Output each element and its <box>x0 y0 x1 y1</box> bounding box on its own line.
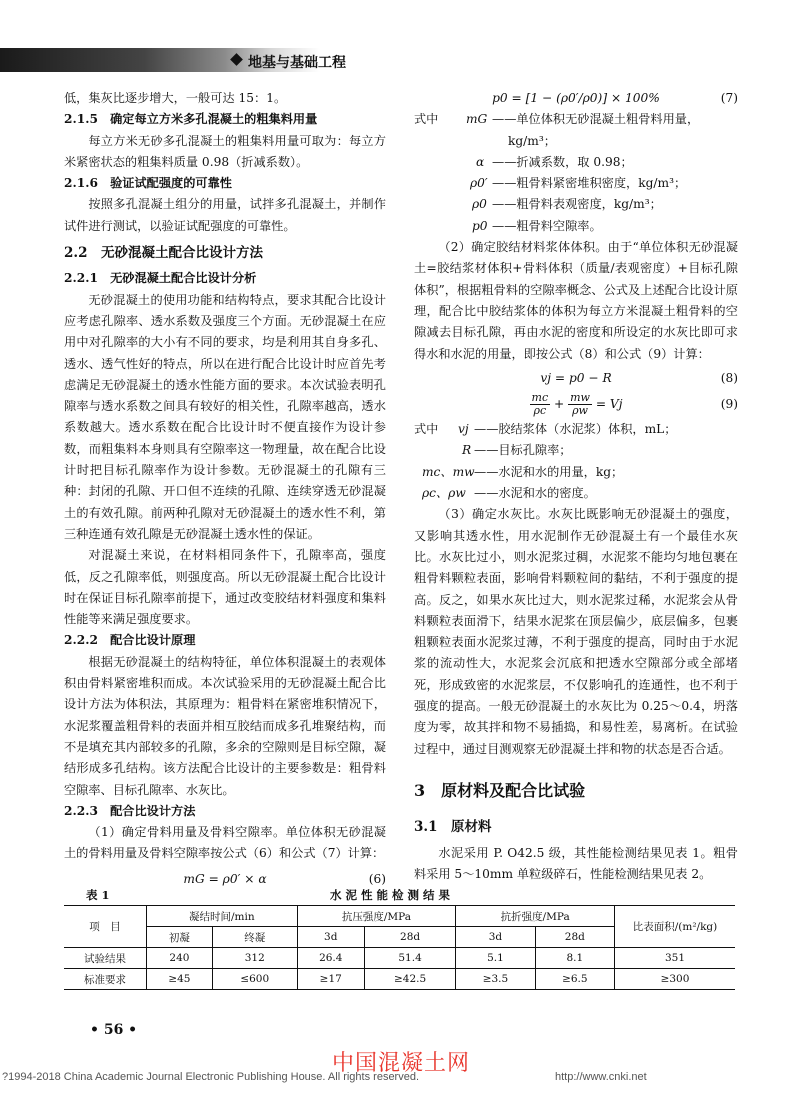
table-cell: 8.1 <box>535 948 614 969</box>
table-header-cell: 抗折强度/MPa <box>456 906 615 927</box>
table-cell: 试验结果 <box>64 948 147 969</box>
paragraph: 无砂混凝土的使用功能和结构特点，要求其配合比设计应考虑孔隙率、透水系数及强度三个方面。无砂混凝土在应用中对孔隙率的大小有不同的要求，均是利用其自身多孔、透水、透气性好的特点，所以在进行配合比设计时应首先考虑满足无砂混凝土的透水性能方面的要求。本次试验表明孔隙率与透水系数之间具有较好的相关性，孔隙率越高，透水系数越大。透水系数在配合比设计时不便直接作为设计参数，而粗集料本身则具有空隙率这一物理量，故在配合比设计时把目标孔隙率作为设计参数。无砂混凝土的孔隙有三种：封闭的孔隙、开口但不连续的孔隙、连续穿透无砂混凝土的有效孔隙。前两种孔隙对无砂混凝土的透水性不利，第三种连通有效孔隙是无砂混凝土透水性的保证。 <box>64 292 386 541</box>
table-header-cell: 凝结时间/min <box>147 906 298 927</box>
paragraph: 水泥采用 P. O42.5 级，其性能检测结果见表 1。粗骨料采用 5～10mm 单粒级碎石，性能检测结果见表 2。 <box>414 845 738 881</box>
definition-text: ——粗骨料表观密度，kg/m³； <box>492 197 662 212</box>
paragraph: 按照多孔混凝土组分的用量，试拌多孔混凝土，并制作试件进行测试，以验证试配强度的可靠性。 <box>64 197 386 233</box>
paragraph: （3）确定水灰比。水灰比既影响无砂混凝土的强度，又影响其透水性，用水泥制作无砂混凝土有一个最佳水灰比。水灰比过小，则水泥浆过稠，水泥浆不能均匀地包裹在粗骨料颗粒表面，影响骨料颗粒间的黏结，不利于强度的提高。反之，如果水灰比过大，则水泥浆过稀，水泥浆会从骨料颗粒表面滑下，结果水泥浆在顶层偏少，底层偏多，包裹粗颗粒表面水泥浆过薄，不利于强度的提高，同时由于水泥浆的流动性大，水泥浆会沉底和把透水空隙部分或全部堵死，形成致密的水泥浆层，不仅影响孔的连通性，也不利于强度的提高。一般无砂混凝土的水灰比为 0.25～0.4，坍落度为零，故其拌和物不易插捣，和易性差，易离析。在试验过程中，通过目测观察无砂混凝土拌和物的状态是否合适。 <box>414 507 738 756</box>
symbol: R <box>462 443 472 458</box>
equation-7 <box>414 88 738 109</box>
table-header-cell: 抗压强度/MPa <box>297 906 456 927</box>
symbol: α <box>476 154 485 169</box>
table-cell: 312 <box>212 948 297 969</box>
section-heading: 2.2.1 无砂混凝土配合比设计分析 <box>64 271 257 286</box>
numerator: mw <box>570 391 590 405</box>
header-bar <box>0 48 800 72</box>
table-cell: ≥42.5 <box>364 969 455 990</box>
table-cell: 5.1 <box>456 948 535 969</box>
table-header-cell: 3d <box>297 927 364 948</box>
table-header-cell: 28d <box>364 927 455 948</box>
table-header-cell: 比表面积/(m²/kg) <box>615 906 736 948</box>
symbol: p0 <box>472 218 488 233</box>
definition-item <box>414 131 738 152</box>
table-cell: ≥45 <box>147 969 213 990</box>
table-cell: 26.4 <box>297 948 364 969</box>
definition-text: ——粗骨料紧密堆积密度，kg/m³； <box>492 176 687 191</box>
definition-item <box>414 483 738 504</box>
cement-test-table <box>64 905 735 990</box>
table-header-row <box>64 906 735 927</box>
where-label: 式中 <box>414 112 439 127</box>
equation-number: (9) <box>720 397 738 412</box>
table-caption: 水 泥 性 能 检 测 结 果 <box>330 888 451 902</box>
definition-item <box>414 440 738 461</box>
table-header-cell: 项 目 <box>64 906 147 948</box>
table-header-cell: 初凝 <box>147 927 213 948</box>
section-heading: 3 原材料及配合比试验 <box>414 780 586 800</box>
definition-text: kg/m³； <box>508 133 556 148</box>
table-cell: ≥17 <box>297 969 364 990</box>
equation-8 <box>414 368 738 389</box>
symbol: ρ0′ <box>470 176 488 191</box>
definition-item <box>414 152 738 173</box>
definition-item <box>414 216 738 237</box>
table-row <box>64 948 735 969</box>
section-heading: 2.2 无砂混凝土配合比设计方法 <box>64 245 263 262</box>
left-column <box>64 88 386 890</box>
where-label: 式中 <box>414 422 439 437</box>
equation-text: p0 = [1 − (ρ0′/ρ0)] × 100% <box>492 91 660 105</box>
watermark: 中国混凝土网 <box>332 1051 471 1076</box>
table-cell: 51.4 <box>364 948 455 969</box>
table-cell: ≥300 <box>615 969 736 990</box>
page-number: • 56 • <box>90 1022 138 1038</box>
definition-item <box>414 173 738 194</box>
definition-item <box>414 194 738 215</box>
section-heading: 2.2.2 配合比设计原理 <box>64 633 196 648</box>
right-column <box>414 88 738 885</box>
denominator: ρc <box>533 404 547 418</box>
equation-text: mG = ρ0′ × α <box>183 871 267 886</box>
footer-url: http://www.cnki.net <box>555 1071 647 1083</box>
symbol: vj <box>458 422 469 437</box>
copyright-footer: ?1994-2018 China Academic Journal Electronic Publishing House. All rights reserved. <box>2 1071 420 1083</box>
paragraph: （1）确定骨料用量及骨料空隙率。单位体积无砂混凝土的骨料用量及骨料空隙率按公式（6）和公式（7）计算： <box>64 825 386 861</box>
table-label: 表 1 <box>86 888 110 902</box>
table-cell: ≥6.5 <box>535 969 614 990</box>
table-row <box>64 969 735 990</box>
paragraph: 低，集灰比逐步增大，一般可达 15：1。 <box>64 91 287 105</box>
fraction <box>530 392 551 417</box>
fraction <box>568 392 592 417</box>
paragraph: （2）确定胶结材料浆体体积。由于“单位体积无砂混凝土=胶结浆材体积+骨料体积（质量/表观密度）+目标孔隙体积”，根据粗骨料的空隙率概念、公式及上述配合比设计原理，配合比中胶结浆体的体积为每立方米混凝土粗骨料的空隙减去目标孔隙，再由水泥的密度和所设定的水灰比即可求得水和水泥的用量，即按公式（8）和公式（9）计算： <box>414 240 738 361</box>
table-cell: 标准要求 <box>64 969 147 990</box>
section-heading: 2.1.5 确定每立方米多孔混凝土的粗集料用量 <box>64 112 318 127</box>
definition-text: ——水泥和水的用量，kg； <box>474 464 624 479</box>
table-cell: 240 <box>147 948 213 969</box>
equation-number: (6) <box>368 871 386 886</box>
definition-text: ——目标孔隙率； <box>474 443 572 458</box>
equation-9: $\frac{mc}{\rho c}$ + $\frac{mw}{\rho w}$ = Vj (9) <box>531 391 738 418</box>
table-header-cell: 终凝 <box>212 927 297 948</box>
equation-text: = Vj <box>595 397 623 412</box>
table-cell: ≤600 <box>212 969 297 990</box>
table-header-cell: 3d <box>456 927 535 948</box>
equation-number: (8) <box>720 370 738 385</box>
definition-text: ——单位体积无砂混凝土粗骨料用量， <box>492 112 700 127</box>
definition-text: ——胶结浆体（水泥浆）体积，mL； <box>474 422 677 437</box>
table-cell: 351 <box>615 948 736 969</box>
symbol: mG <box>466 112 488 127</box>
equation-text: vj = p0 − R <box>540 370 612 385</box>
journal-section-title: 地基与基础工程 <box>248 55 346 71</box>
symbol: ρc、ρw <box>422 486 466 501</box>
table-cell: ≥3.5 <box>456 969 535 990</box>
definition-text: ——粗骨料空隙率。 <box>492 218 602 233</box>
section-heading: 2.1.6 验证试配强度的可靠性 <box>64 176 232 191</box>
definition-item <box>414 109 738 130</box>
paragraph: 对混凝土来说，在材料相同条件下，孔隙率高，强度低，反之孔隙率低，则强度高。所以无砂混凝土配合比设计时在保证目标孔隙率前提下，通过改变胶结材料强度和集料性能等来满足强度要求。 <box>64 548 386 627</box>
symbol: mc、mw <box>422 464 475 479</box>
definition-item <box>414 462 738 483</box>
definition-text: ——水泥和水的密度。 <box>474 486 596 501</box>
table-header-cell: 28d <box>535 927 614 948</box>
section-heading: 2.2.3 配合比设计方法 <box>64 803 196 818</box>
equation-number: (7) <box>720 91 738 105</box>
definition-item <box>414 419 738 440</box>
section-heading: 3.1 原材料 <box>414 819 492 836</box>
denominator: ρw <box>572 404 588 418</box>
symbol: ρ0 <box>472 197 487 212</box>
numerator: mc <box>531 391 549 405</box>
paragraph: 每立方米无砂多孔混凝土的粗集料用量可取为：每立方米紧密状态的粗集料质量 0.98（折减系数）。 <box>64 133 386 169</box>
paragraph: 根据无砂混凝土的结构特征，单位体积混凝土的表观体积由骨料紧密堆积而成。本次试验采用的无砂混凝土配合比设计方法为体积法，其原理为：粗骨料在紧密堆积情况下，水泥浆覆盖粗骨料的表面并相互胶结而成多孔堆聚结构，而不是填充其内部较多的孔隙，多余的空隙则是目标空隙，凝结形成多孔结构。该方法配合比设计的主要参数是：粗骨料空隙率、目标孔隙率、水灰比。 <box>64 654 386 797</box>
definition-text: ——折减系数，取 0.98； <box>492 154 633 169</box>
